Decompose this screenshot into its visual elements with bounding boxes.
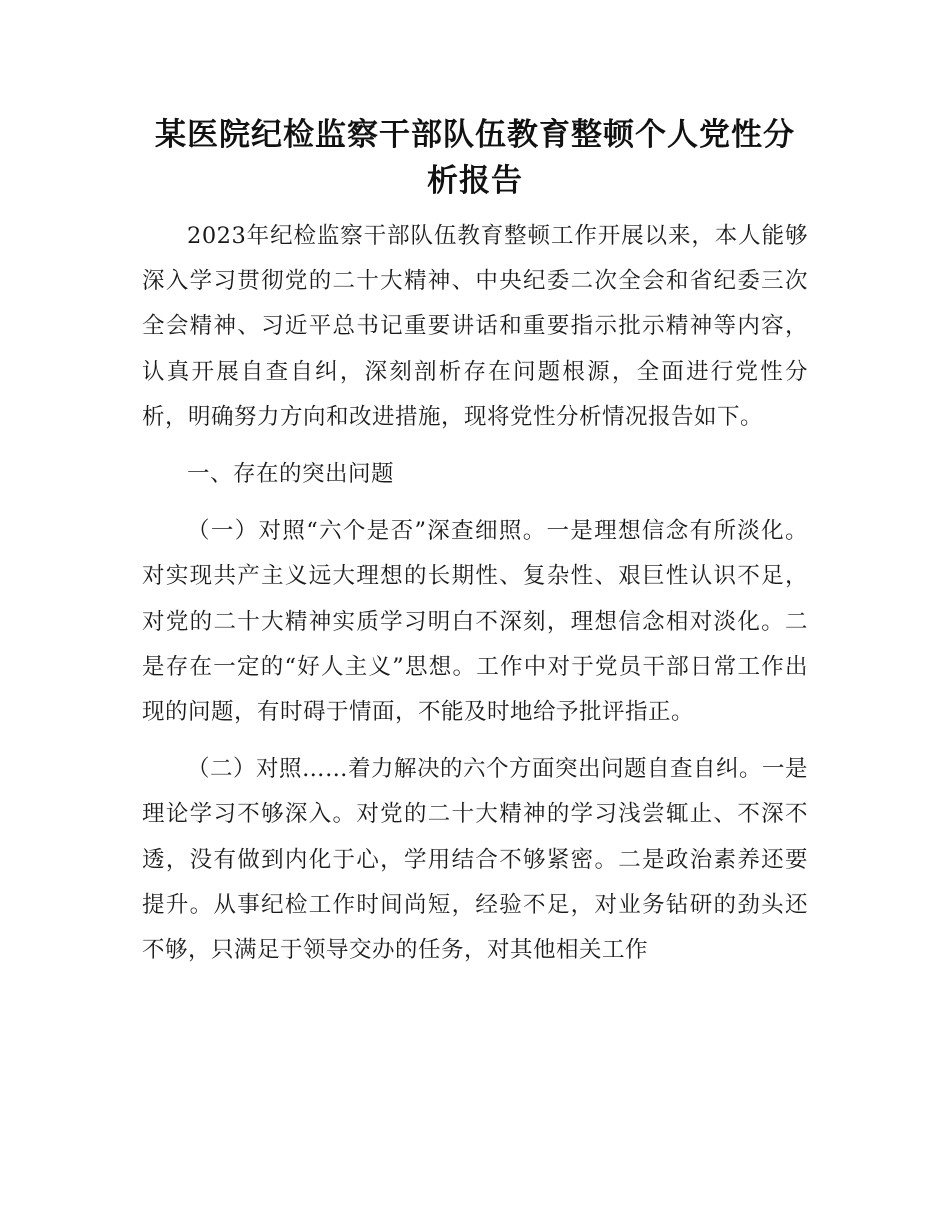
subsection-paragraph: （一）对照“六个是否”深查细照。一是理想信念有所淡化。对实现共产主义远大理想的长期性、复杂性、艰巨性认识不足，对党的二十大精神实质学习明白不深刻，理想信念相对淡化。二是存在一定的“好人主义”思想。工作中对于党员干部日常工作出现的问题，有时碍于情面，不能及时地给予批评指正。 [142,518,808,726]
section-heading: 一、存在的突出问题 [187,461,395,488]
subsection-paragraph: （二）对照……着力解决的六个方面突出问题自查自纠。一是理论学习不够深入。对党的二十大精神的学习浅尝辄止、不深不透，没有做到内化于心，学用结合不够紧密。二是政治素养还要提升。从事纪检工作时间尚短，经验不足，对业务钻研的劲头还不够，只满足于领导交办的任务，对其他相关工作 [142,756,809,964]
document-title: 某医院纪检监察干部队伍教育整顿个人党性分析报告 [155,117,795,199]
intro-paragraph: 2023年纪检监察干部队伍教育整顿工作开展以来，本人能够深入学习贯彻党的二十大精神、中央纪委二次全会和省纪委三次全会精神、习近平总书记重要讲话和重要指示批示精神等内容，认真开展自查自纠，深刻剖析存在问题根源，全面进行党性分析，明确努力方向和改进措施，现将党性分析情况报告如下。 [142,223,808,430]
document-body [142,214,808,985]
